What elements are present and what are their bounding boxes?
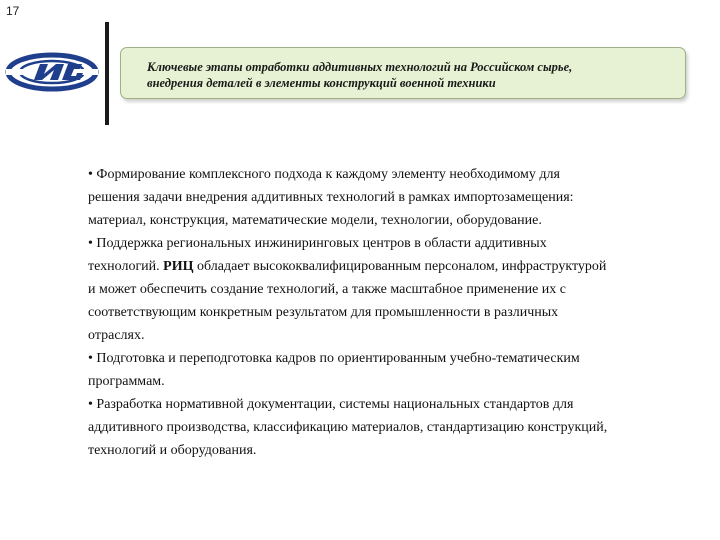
body-line: аддитивного производства, классификацию материалов, стандартизацию конструкций, — [88, 420, 608, 435]
body-text — [88, 163, 698, 462]
body-line: • Формирование комплексного подхода к каждому элементу необходимому для — [88, 167, 560, 182]
body-line: соответствующим конкретным результатом для промышленности в различных — [88, 305, 559, 320]
title-line-1: Ключевые этапы отработки аддитивных технологий на Российском сырье, — [147, 60, 573, 74]
body-text-segment: технологий. — [88, 259, 164, 274]
title-line-2: внедрения деталей в элементы конструкций военной техники — [147, 76, 496, 90]
body-line: и может обеспечить создание технологий, а также масштабное применение их с — [88, 282, 566, 297]
body-line: программам. — [88, 374, 165, 389]
divider-line — [105, 22, 109, 125]
body-line: решения задачи внедрения аддитивных технологий в рамках импортозамещения: — [88, 190, 574, 205]
title-box — [120, 47, 686, 99]
body-line: отраслях. — [88, 328, 145, 343]
body-line: технологий и оборудования. — [88, 443, 257, 458]
body-line: • Поддержка региональных инжиниринговых центров в области аддитивных — [88, 236, 547, 251]
body-line: • Разработка нормативной документации, системы национальных стандартов для — [88, 397, 574, 412]
ng-logo-icon — [4, 50, 100, 94]
ric-abbreviation: РИЦ — [163, 259, 194, 274]
slide-number: 17 — [6, 4, 20, 18]
body-line: • Подготовка и переподготовка кадров по ориентированным учебно-тематическим — [88, 351, 580, 366]
body-line-ric — [88, 255, 698, 278]
body-text-segment: обладает высококвалифицированным персоналом, инфраструктурой — [193, 259, 607, 274]
body-line: материал, конструкция, математические модели, технологии, оборудование. — [88, 213, 542, 228]
